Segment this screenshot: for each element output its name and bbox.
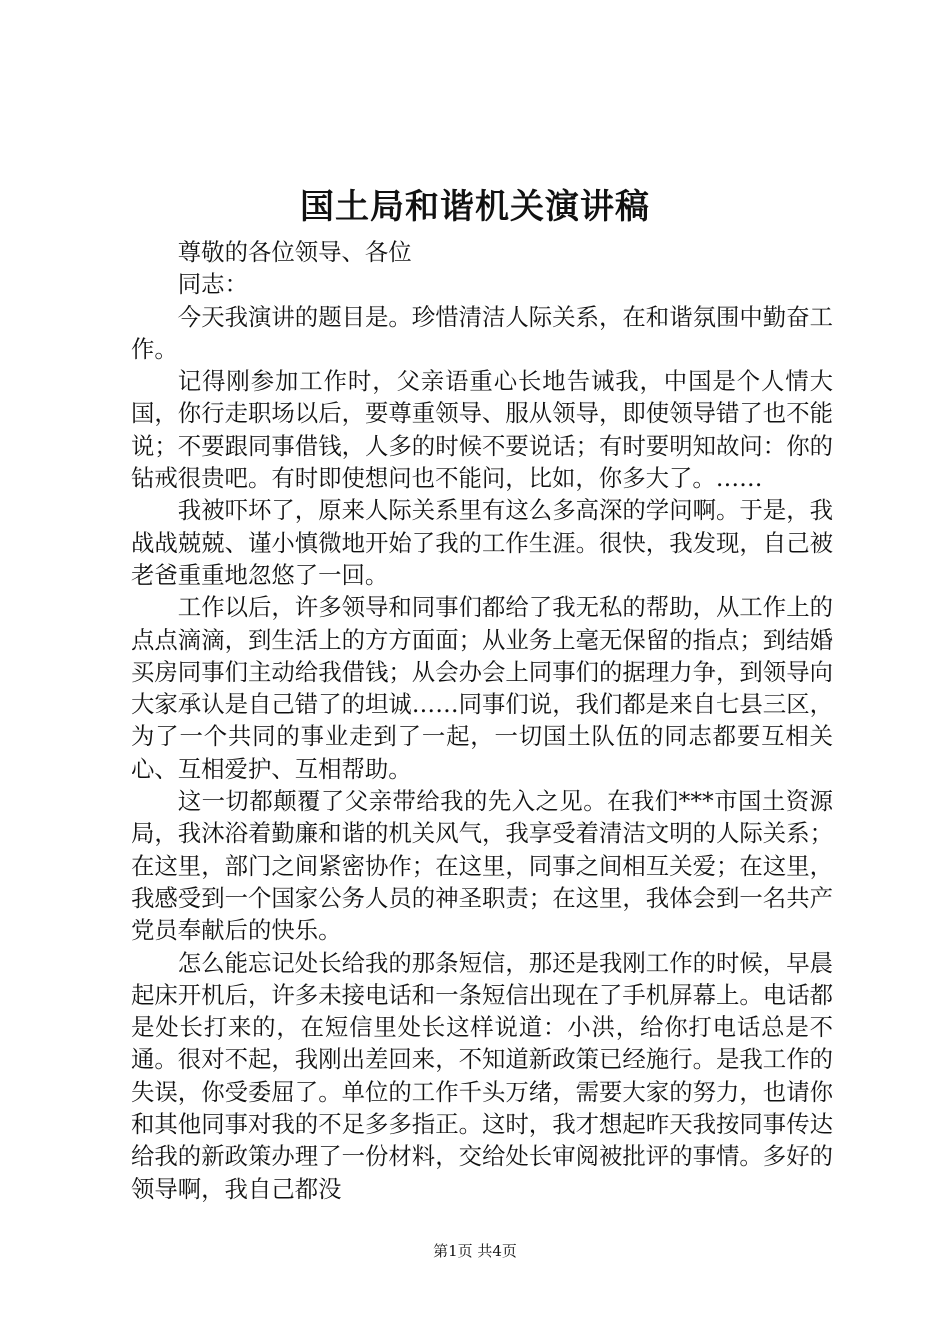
document-body xyxy=(131,236,833,1205)
document-title: 国土局和谐机关演讲稿 xyxy=(300,187,650,227)
body-paragraph: 怎么能忘记处长给我的那条短信，那还是我刚工作的时候，早晨起床开机后，许多未接电话和一条短信出现在了手机屏幕上。电话都是处长打来的，在短信里处长这样说道：小洪，给你打电话总是不通。很对不起，我刚出差回来，不知道新政策已经施行。是我工作的失误，你受委屈了。单位的工作千头万绪，需要大家的努力，也请你和其他同事对我的不足多多指正。这时，我才想起昨天我按同事传达给我的新政策办理了一份材料，交给处长审阅被批评的事情。多好的领导啊，我自己都没 xyxy=(131,948,833,1203)
body-paragraph: 我被吓坏了，原来人际关系里有这么多高深的学问啊。于是，我战战兢兢、谨小慎微地开始了我的工作生涯。很快，我发现，自己被老爸重重地忽悠了一回。 xyxy=(131,496,833,589)
body-paragraph: 今天我演讲的题目是。珍惜清洁人际关系，在和谐氛围中勤奋工作。 xyxy=(131,302,833,363)
salutation-line: 尊敬的各位领导、各位 xyxy=(177,238,412,266)
page-footer: 第1页 共4页 xyxy=(433,1242,517,1260)
body-paragraph: 工作以后，许多领导和同事们都给了我无私的帮助，从工作上的点点滴滴，到生活上的方方面面；从业务上毫无保留的指点；到结婚买房同事们主动给我借钱；从会办会上同事们的据理力争，到领导向大家承认是自己错了的坦诚……同事们说，我们都是来自七县三区，为了一个共同的事业走到了一起，一切国土队伍的同志都要互相关心、互相爱护、互相帮助。 xyxy=(131,593,833,783)
salutation-line: 同志： xyxy=(177,270,248,299)
body-paragraph: 这一切都颠覆了父亲带给我的先入之见。在我们***市国土资源局，我沐浴着勤廉和谐的机关风气，我享受着清洁文明的人际关系；在这里，部门之间紧密协作；在这里，同事之间相互关爱；在这里，我感受到一个国家公务人员的神圣职责；在这里，我体会到一名共产党员奉献后的快乐。 xyxy=(131,787,833,945)
body-paragraph: 记得刚参加工作时，父亲语重心长地告诫我，中国是个人情大国，你行走职场以后，要尊重领导、服从领导，即使领导错了也不能说；不要跟同事借钱，人多的时候不要说话；有时要明知故问：你的钻戒很贵吧。有时即使想问也不能问，比如，你多大了。…… xyxy=(131,367,833,493)
